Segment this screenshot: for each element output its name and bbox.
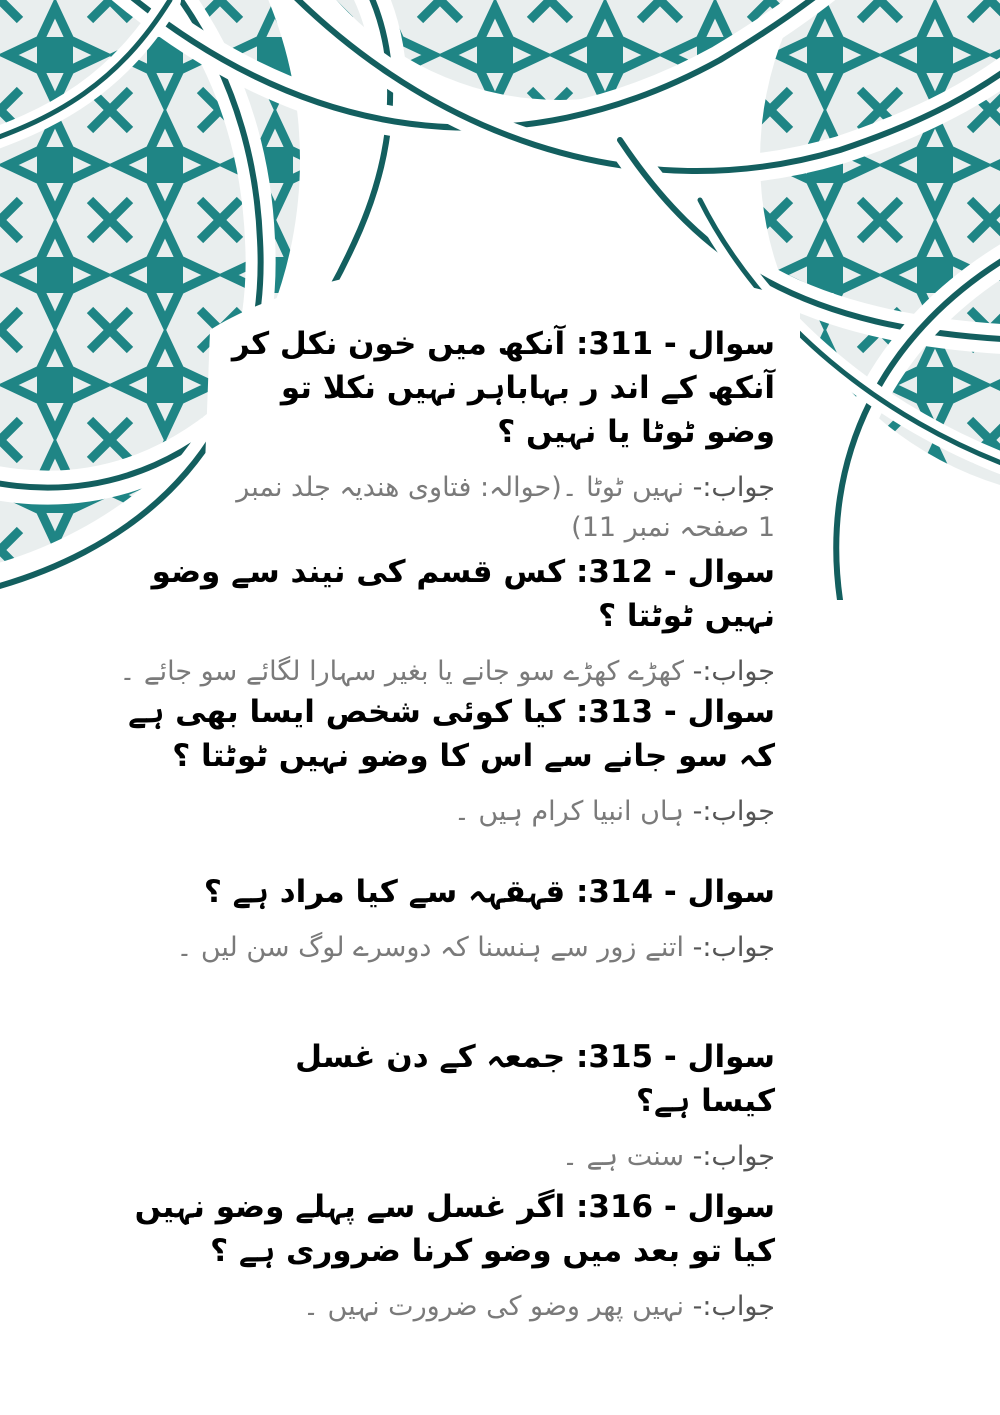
question-314: سوال - 314: قہقہہ سے کیا مراد ہے ؟ — [203, 874, 775, 910]
answer-prefix: جواب:- — [692, 1291, 775, 1322]
answer-prefix: جواب:- — [692, 656, 775, 687]
answer-prefix: جواب:- — [692, 932, 775, 963]
question-312: سوال - 312: کس قسم کی نیند سے وضو نہیں ٹوٹتا ؟ — [151, 554, 775, 634]
qa-item-312 — [85, 550, 775, 692]
qa-item-313 — [85, 690, 775, 832]
answer-prefix: جواب:- — [692, 796, 775, 827]
question-316: سوال - 316: اگر غسل سے پہلے وضو نہیں کیا تو بعد میں وضو کرنا ضروری ہے ؟ — [134, 1189, 775, 1269]
answer-313 — [85, 792, 775, 832]
answer-prefix: جواب:- — [692, 1141, 775, 1172]
answer-311 — [215, 468, 775, 548]
answer-315 — [275, 1137, 775, 1177]
answer-text: کھڑے کھڑے سو جانے یا بغیر سہارا لگائے سو جائے ۔ — [119, 656, 684, 687]
qa-item-314 — [155, 870, 775, 968]
answer-316 — [85, 1287, 775, 1327]
question-313: سوال - 313: کیا کوئی شخص ایسا بھی ہے کہ سو جانے سے اس کا وضو نہیں ٹوٹتا ؟ — [128, 694, 775, 774]
question-315: سوال - 315: جمعہ کے دن غسل کیسا ہے؟ — [295, 1039, 775, 1119]
answer-text: سنت ہے ۔ — [562, 1141, 684, 1172]
answer-text: نہیں پھر وضو کی ضرورت نہیں ۔ — [303, 1291, 684, 1322]
answer-text: اتنے زور سے ہنسنا کہ دوسرے لوگ سن لیں ۔ — [176, 932, 684, 963]
qa-item-315 — [275, 1035, 775, 1177]
answer-prefix: جواب:- — [692, 472, 775, 503]
qa-item-316 — [85, 1185, 775, 1327]
answer-text: ہاں انبیا کرام ہیں ۔ — [453, 796, 684, 827]
question-311: سوال - 311: آنکھ میں خون نکل کر آنکھ کے اند ر بہاباہر نہیں نکلا تو وضو ٹوٹا یا نہیں ؟ — [231, 326, 775, 450]
qa-item-311 — [215, 322, 775, 548]
answer-314 — [155, 928, 775, 968]
answer-text: نہیں ٹوٹا ۔(حوالہ: فتاوی ھندیہ جلد نمبر 1 صفحہ نمبر 11) — [236, 472, 775, 543]
answer-312 — [85, 652, 775, 692]
